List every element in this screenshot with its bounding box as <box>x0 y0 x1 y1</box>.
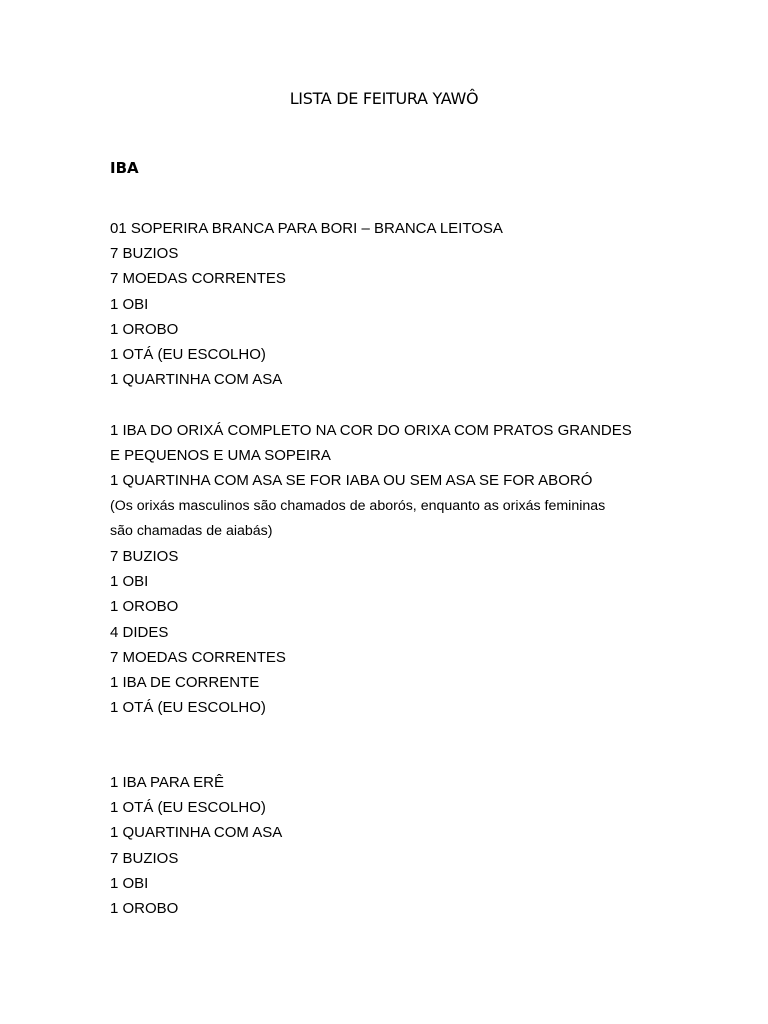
list-item: 4 DIDES <box>110 623 169 641</box>
list-item: 1 OROBO <box>110 320 179 338</box>
list-item: 1 IBA DO ORIXÁ COMPLETO NA COR DO ORIXA COM PRATOS GRANDES <box>110 422 632 439</box>
list-item: 7 MOEDAS CORRENTES <box>110 270 286 288</box>
list-block-iba-ere <box>110 770 670 921</box>
list-item: 1 OTÁ (EU ESCOLHO) <box>110 345 266 363</box>
list-item: 1 QUARTINHA COM ASA <box>110 824 283 842</box>
list-item: 1 IBA PARA ERÊ <box>110 774 224 791</box>
list-item: 1 QUARTINHA COM ASA <box>110 371 283 389</box>
list-item: 7 BUZIOS <box>110 849 179 867</box>
document-title: LISTA DE FEITURA YAWÔ <box>289 89 479 108</box>
list-item: 7 BUZIOS <box>110 245 179 263</box>
list-block-bori <box>110 216 670 392</box>
list-item: 1 OTÁ (EU ESCOLHO) <box>110 699 266 717</box>
list-item: 1 IBA DE CORRENTE <box>110 673 260 691</box>
list-item: 7 MOEDAS CORRENTES <box>110 648 286 666</box>
list-item: 1 OROBO <box>110 899 179 917</box>
list-item-note: (Os orixás masculinos são chamados de aborós, enquanto as orixás femininas <box>110 497 606 514</box>
list-item: 1 OROBO <box>110 598 179 616</box>
list-item: 1 QUARTINHA COM ASA SE FOR IABA OU SEM ASA SE FOR ABORÓ <box>110 472 593 490</box>
list-item: 1 OBI <box>110 573 149 591</box>
list-item: 1 OBI <box>110 295 149 313</box>
list-block-iba-orixa <box>110 418 670 720</box>
list-item: E PEQUENOS E UMA SOPEIRA <box>110 447 331 465</box>
list-item: 7 BUZIOS <box>110 547 179 565</box>
section-heading-iba: IBA <box>110 159 139 177</box>
list-item: 01 SOPERIRA BRANCA PARA BORI – BRANCA LEITOSA <box>110 220 503 237</box>
list-item-note: são chamadas de aiabás) <box>110 522 273 539</box>
list-item: 1 OTÁ (EU ESCOLHO) <box>110 799 266 817</box>
list-item: 1 OBI <box>110 874 149 892</box>
